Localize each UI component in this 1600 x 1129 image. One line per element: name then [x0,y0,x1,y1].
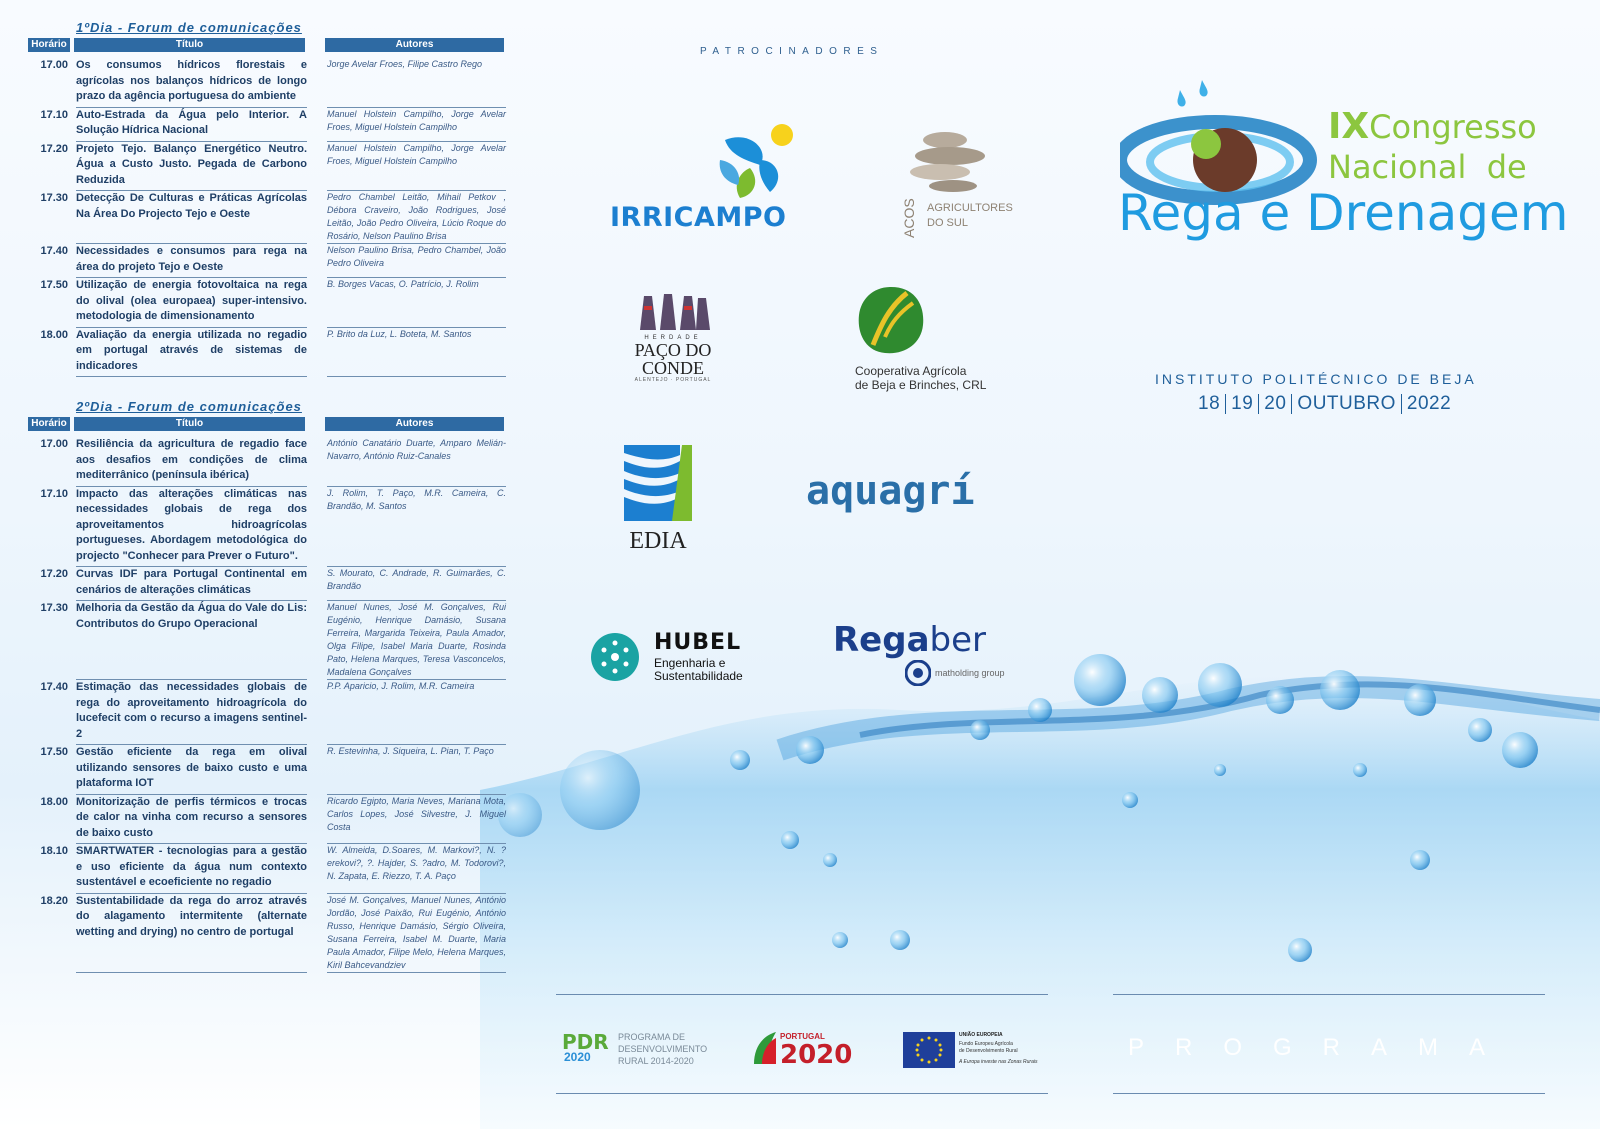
congress-line3: Rega e Drenagem [1118,184,1569,242]
hubel-network-icon [590,632,640,682]
hubel-logo [590,632,780,692]
pt2020-label: PORTUGAL [780,1032,825,1041]
row-authors: António Canatário Duarte, Amparo Melián-Navarro, António Ruiz-Canales [327,437,506,487]
header-time: Horário [28,417,70,431]
coop-line2: de Beja e Brinches, CRL [855,378,987,392]
row-authors: Manuel Holstein Campilho, Jorge Avelar Froes, Miguel Holstein Campilho [327,108,506,142]
pt2020-year: 2020 [780,1040,853,1070]
paco-line1: PAÇO DO [634,340,712,360]
row-time: 17.40 [40,245,68,257]
date-month: OUTUBRO [1297,393,1396,414]
row-title: Impacto das alterações climáticas nas necessidades globais de rega dos aproveitamentos hidroagrícolas portugueses. Abordagem metodológica do projecto "Conhecer para Prever o Futuro". [76,487,307,568]
congress-line1: Congresso [1369,108,1537,146]
day2-header [28,417,510,431]
header-time: Horário [28,38,70,52]
row-title: Os consumos hídricos florestais e agrícolas nos balanços hídricos de longo prazo da agência portuguesa do ambiente [76,58,307,108]
day2-table [28,437,510,973]
table-row [28,328,510,378]
row-time: 17.40 [40,681,68,693]
congress-title-block [1328,106,1537,147]
portugal-flag-icon [752,1030,778,1066]
row-title: Monitorização de perfis térmicos e trocas de calor na vinha com recurso a sensores de baixo custo [76,795,307,845]
regaber-wordmark-b: ber [929,620,987,660]
acos-stones-icon [905,120,990,195]
cover-top-divider [1113,994,1545,995]
row-authors: Nelson Paulino Brisa, Pedro Chambel, João Pedro Oliveira [327,244,506,278]
eu-text-2: de Desenvolvimento Rural [959,1048,1018,1054]
irricampo-logo [610,120,800,240]
row-title: Resiliência da agricultura de regadio face aos desafios em condições de clima mediterrânico (península ibérica) [76,437,307,487]
header-authors: Autores [325,38,504,52]
row-authors: P. Brito da Luz, L. Boteta, M. Santos [327,328,506,378]
regaber-sub: matholding group [935,668,1005,678]
row-title: Avaliação da energia utilizada no regadio em portugal através de sistemas de indicadores [76,328,307,378]
row-title: Estimação das necessidades globais de rega do aproveitamento hidroagrícola do lucefecit com o recurso a imagens sentinel-2 [76,680,307,745]
monks-illustration-icon [634,288,712,330]
matholding-swirl-icon [905,660,931,686]
row-title: Utilização de energia fotovoltaica na rega do olival (olea europaea) super-intensivo. metodologia de dimensionamento [76,278,307,328]
row-title: Projeto Tejo. Balanço Energético Neutro. Água a Custo Justo. Pegada de Carbono Reduzida [76,142,307,192]
table-row [28,191,510,244]
row-time: 17.20 [40,142,68,155]
row-time: 17.30 [40,192,68,204]
row-authors: Manuel Nunes, José M. Gonçalves, Rui Eugénio, Henrique Damásio, Susana Ferreira, Margarida Teixeira, Paula Amador, Olga Filipe, Isabel Maria Duarte, Rosinda Pato, Helena Marques, Teresa Vasconcelos, Madalena Gonçalves [327,601,506,680]
row-authors: J. Rolim, T. Paço, M.R. Cameira, C. Brandão, M. Santos [327,487,506,568]
pdr-year: 2020 [564,1050,591,1064]
coop-beja-logo [855,285,995,395]
day2-title: 2ºDia - Forum de comunicações [76,399,302,414]
congress-line2: Nacional de [1328,148,1527,186]
acos-subtitle-1: AGRICULTORES [927,202,1013,214]
table-row [28,58,510,108]
funders-bottom-divider [556,1093,1048,1094]
eu-text-3: A Europa investe nas Zonas Rurais [959,1059,1038,1065]
event-dates [1198,393,1451,415]
row-authors: W. Almeida, D.Soares, M. Markovi?, N. ?erekovi?, ?. Hajder, S. ?adro, M. Todorovi?, N. Zapata, E. Riezzo, T. A. Paço [327,844,506,894]
row-time: 18.00 [40,795,68,808]
coop-line1: Cooperativa Agrícola [855,364,967,378]
irricampo-drops-icon [610,120,800,200]
congress-roman: IX [1328,106,1370,147]
table-row [28,567,510,601]
row-authors: Manuel Holstein Campilho, Jorge Avelar Froes, Miguel Holstein Campilho [327,142,506,192]
paco-line2: CONDE [642,358,704,378]
cover-bottom-divider [1113,1093,1545,1094]
eu-flag-icon [903,1032,955,1068]
institute-name: INSTITUTO POLITÉCNICO DE BEJA [1155,371,1477,387]
row-time: 17.50 [40,746,68,758]
aquagri-wordmark: aquagrí [806,468,975,514]
table-row [28,680,510,745]
row-time: 18.00 [40,328,68,341]
row-time: 18.10 [40,845,68,857]
edia-waves-icon [622,445,694,523]
row-time: 17.20 [40,568,68,580]
row-time: 17.00 [40,438,68,450]
cover-programa-label: PROGRAMA [1128,1034,1517,1061]
acos-subtitle-2: DO SUL [927,217,968,229]
eu-title: UNIÃO EUROPEIA [959,1032,1003,1038]
paco-small-label: HERDADE [644,335,702,341]
row-time: 17.00 [40,59,68,71]
row-time: 17.10 [40,108,68,121]
table-row [28,108,510,142]
row-title: Curvas IDF para Portugal Continental em cenários de alterações climáticas [76,567,307,601]
pdr2020-logo [562,1030,722,1074]
eu-feader-logo [903,1032,1053,1072]
row-title: Sustentabilidade da rega do arroz através do alagamento intermitente (alternate wetting and drying) no centro de portugal [76,894,307,973]
row-title: Auto-Estrada da Água pelo Interior. A Solução Hídrica Nacional [76,108,307,142]
date-day-2: 19 [1231,393,1254,414]
table-row [28,601,510,680]
table-row [28,278,510,328]
row-authors: Pedro Chambel Leitão, Mihail Petkov , Débora Craveiro, João Rodrigues, José Leitão, João Pedro Oliveira, Lúcio Roque do Rosário, Nelson Paulino Brisa [327,191,506,244]
pdr-text-1: PROGRAMA DE [618,1032,686,1042]
edia-logo [618,445,698,555]
day1-table [28,58,510,377]
table-row [28,142,510,192]
program-column [28,20,510,973]
acos-wordmark: ACOS [901,198,917,238]
day1-header [28,38,510,52]
row-authors: S. Mourato, C. Andrade, R. Guimarães, C. Brandão [327,567,506,601]
row-time: 17.50 [40,279,68,291]
header-authors: Autores [325,417,504,431]
date-day-1: 18 [1198,393,1221,414]
paco-do-conde-logo [628,288,718,388]
date-year: 2022 [1406,393,1452,414]
row-title: Necessidades e consumos para rega na área do projeto Tejo e Oeste [76,244,307,278]
hubel-sub-2: Sustentabilidade [654,669,743,683]
sponsors-heading: PATROCINADORES [700,46,884,57]
regaber-wordmark-a: Rega [833,620,930,660]
pdr-text-2: DESENVOLVIMENTO [618,1044,708,1054]
wheat-leaf-icon [855,285,927,357]
paco-sub: ALENTEJO · PORTUGAL [634,377,712,383]
acos-logo [901,120,1013,240]
row-title: Melhoria da Gestão da Água do Vale do Lis: Contributos do Grupo Operacional [76,601,307,680]
aquagri-logo [806,468,975,514]
table-row [28,795,510,845]
table-row [28,844,510,894]
row-time: 17.30 [40,602,68,614]
table-row [28,487,510,568]
portugal2020-logo [752,1030,872,1074]
row-time: 17.10 [40,487,68,500]
header-title: Título [74,38,305,52]
header-title: Título [74,417,305,431]
day1-title: 1ºDia - Forum de comunicações [76,20,302,35]
row-title: Gestão eficiente da rega em olival utilizando sensores de baixo custo e uma plataforma IOT [76,745,307,795]
table-row [28,244,510,278]
row-authors: Ricardo Egipto, Maria Neves, Mariana Mota, Carlos Lopes, José Silvestre, J. Miguel Costa [327,795,506,845]
pdr-text-3: RURAL 2014-2020 [618,1056,694,1066]
edia-wordmark: EDIA [629,528,687,554]
table-row [28,437,510,487]
row-authors: José M. Gonçalves, Manuel Nunes, António Jordão, José Paixão, Rui Eugénio, António Russo, Henrique Damásio, Sérgio Oliveira, Susana Ferreira, Isabel M. Duarte, Maria Paula Amador, Filipe Melo, Helena Marques, Kiril Bahcevandziev [327,894,506,973]
row-authors: R. Estevinha, J. Siqueira, L. Pian, T. Paço [327,745,506,795]
row-title: Detecção De Culturas e Práticas Agrícolas Na Área Do Projecto Tejo e Oeste [76,191,307,244]
date-day-3: 20 [1264,393,1287,414]
irricampo-wordmark: IRRICAMPO [610,202,787,233]
hubel-sub-1: Engenharia e [654,656,726,670]
pdr-mark: PDR [562,1030,609,1054]
row-title: SMARTWATER - tecnologias para a gestão e uso eficiente da água num contexto sustentável e ecoeficiente no regadio [76,844,307,894]
row-authors: B. Borges Vacas, O. Patrício, J. Rolim [327,278,506,328]
eu-text-1: Fundo Europeu Agrícola [959,1041,1013,1047]
table-row [28,894,510,973]
row-time: 18.20 [40,894,68,907]
table-row [28,745,510,795]
funders-top-divider [556,994,1048,995]
regaber-logo [833,620,1023,690]
hubel-wordmark: HUBEL [654,630,742,655]
row-authors: P.P. Aparicio, J. Rolim, M.R. Cameira [327,680,506,745]
row-authors: Jorge Avelar Froes, Filipe Castro Rego [327,58,506,108]
